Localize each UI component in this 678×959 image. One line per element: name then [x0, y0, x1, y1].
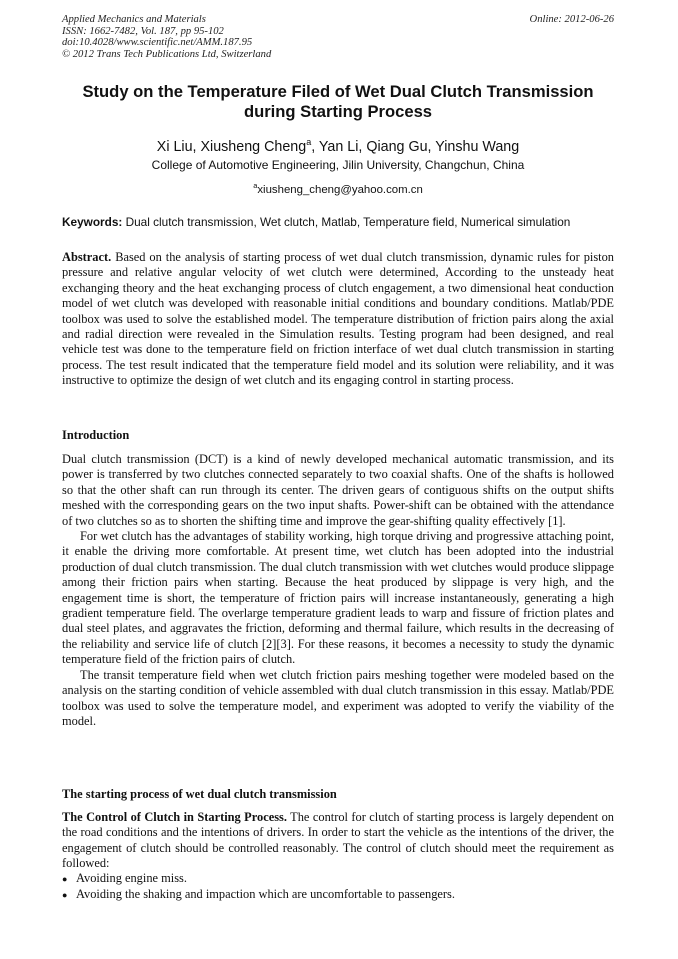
requirement-list	[62, 871, 614, 904]
starting-process-heading: The starting process of wet dual clutch transmission	[62, 787, 337, 801]
introduction-body	[62, 452, 614, 729]
bullet-icon: ●	[62, 874, 68, 884]
intro-paragraph-1: Dual clutch transmission (DCT) is a kind of newly developed mechanical automatic transmission, and its power is transferred by two clutches connected separately to two coaxial shafts. One of the shafts is hollowed so that the other shaft can run through its center. The driven gears of contiguous shifts on the output shifts meshed with the corresponding gears on the two input shafts. Power-shift can be obtained with the attendance of two clutches so as to shorten the shifting time and improve the gear-shifting quality effectively [1].	[62, 452, 614, 528]
abstract-text: Based on the analysis of starting process of wet dual clutch transmission, dynamic rules for piston pressure and relative angular velocity of wet clutch were determined, According to the unsteady heat exchanging theory and the heat exchanging process of clutch engagement, a two dimensional heat conduction model of wet clutch was developed with reasonable initial conditions and boundary conditions. Matlab/PDE toolbox was used to solve the established model. The temperature distribution of friction pairs along the axial and radial direction were revealed in the Simulation results. Testing program had been designed, and real vehicle test was done to the temperature field on friction interface of wet dual clutch transmission in starting process. The test result indicated that the temperature field model and its solution were reliability, and it was instructive to optimize the design of wet clutch and its engaging control in starting process.	[62, 250, 614, 388]
intro-paragraph-3: The transit temperature field when wet clutch friction pairs meshing together were modeled based on the analysis on the starting condition of vehicle assembled with dual clutch transmission in this essay. Matlab/PDE toolbox was used to solve the temperature model, and experiment was adopted to verify the viability of the model.	[62, 667, 614, 728]
list-item	[62, 887, 614, 903]
list-item-text: Avoiding engine miss.	[76, 871, 187, 885]
paper-title: Study on the Temperature Filed of Wet Dual Clutch Transmission during Starting Process	[82, 82, 594, 121]
copyright-line: © 2012 Trans Tech Publications Ltd, Switzerland	[62, 48, 272, 60]
keywords-label: Keywords:	[62, 215, 123, 229]
abstract-label: Abstract.	[62, 250, 112, 264]
control-sub-label: The Control of Clutch in Starting Process.	[62, 810, 287, 824]
control-paragraph	[62, 810, 614, 872]
email-superscript: a	[253, 181, 258, 190]
list-item	[62, 871, 614, 887]
control-text: The control for clutch of starting process is largely dependent on the road conditions and the intentions of drivers. In order to start the vehicle as the intentions of the driver, the engagement of clutch should be controlled reasonably. The control of clutch should meet the requirement as followed:	[62, 810, 615, 871]
journal-header	[62, 14, 271, 60]
authors-part-1: Xi Liu, Xiusheng Cheng	[156, 138, 307, 155]
issn-line: ISSN: 1662-7482, Vol. 187, pp 95-102	[62, 25, 224, 37]
online-date: Online: 2012-06-26	[529, 14, 614, 25]
journal-name: Applied Mechanics and Materials	[62, 14, 206, 25]
email-address: xiusheng_cheng@yahoo.com.cn	[257, 183, 423, 196]
authors-part-2: , Yan Li, Qiang Gu, Yinshu Wang	[311, 138, 520, 155]
keywords	[62, 215, 622, 230]
author-list	[62, 133, 614, 156]
author-email	[62, 179, 614, 197]
bullet-icon: ●	[62, 890, 68, 901]
keywords-text: Dual clutch transmission, Wet clutch, Matlab, Temperature field, Numerical simulation	[125, 215, 571, 229]
affiliation: College of Automotive Engineering, Jilin University, Changchun, China	[151, 158, 525, 172]
introduction-heading: Introduction	[62, 428, 130, 442]
doi-line: doi:10.4028/www.scientific.net/AMM.187.95	[62, 37, 253, 48]
intro-paragraph-2: For wet clutch has the advantages of stability working, high torque driving and progressive attaching point, it enable the driving more comfortable. At present time, wet clutch has been adopted into the industrial production of dual clutch transmission. The dual clutch transmission with wet clutches would produce slippage among their friction pairs when starting. Because the heat produced by slippage is very high, and the engagement time is short, the temperature of friction pairs will increase instantaneously, generating a high gradient temperature field. The overlarge temperature gradient leads to warp and fissure of friction plates and dual steel plates, and aggravates the friction, deforming and thermal failure, which results in the decreasing of the reliability and service life of clutch [2][3]. For these reasons, it becomes a necessity to study the dynamic temperature field of the friction pairs of clutch.	[62, 529, 614, 667]
author-superscript: a	[306, 137, 312, 147]
list-item-text: Avoiding the shaking and impaction which are uncomfortable to passengers.	[76, 887, 455, 902]
abstract	[62, 250, 614, 389]
